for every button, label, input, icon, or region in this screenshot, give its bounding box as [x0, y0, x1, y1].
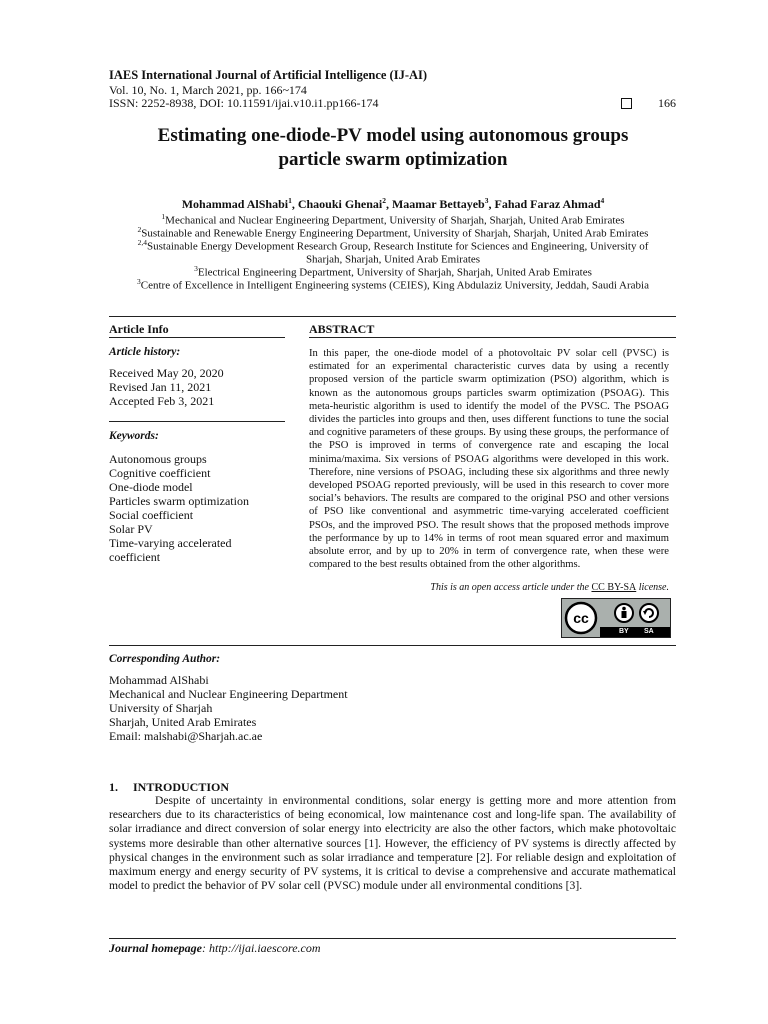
cc-by-label: BY — [619, 628, 629, 635]
keyword-item: Autonomous groups — [109, 452, 207, 466]
received-date: Received May 20, 2020 — [109, 366, 224, 380]
keyword-item: Solar PV — [109, 522, 153, 536]
corresponding-location: Sharjah, United Arab Emirates — [109, 715, 257, 729]
title-line-1: Estimating one-diode-PV model using autonomous groups — [157, 125, 629, 146]
license-link[interactable]: CC BY-SA — [591, 582, 637, 593]
title-line-2: particle swarm optimization — [278, 149, 508, 170]
corresponding-dept: Mechanical and Nuclear Engineering Department — [109, 687, 348, 701]
introduction-text: Despite of uncertainty in environmental conditions, solar energy is getting more and more attention from researchers due to its characteristics of being economical, low maintenance cost and long-life span. The availability of solar irradiance and direct conversion of solar energy into electricity are also the other factors, which make photovoltaic systems more desirable than other alternative sources [1]. However, the efficiency of PV systems is directly affected by physical changes in the environment such as solar irradiance and temperature [2]. For reliable design and exploitation of maximum energy and energy security of PV systems, it is critical to devise a comprehensive and accurate mathematical model to predict the behavior of PV solar cell (PVSC) module under all environmental conditions [3]. — [109, 794, 676, 893]
keyword-item: Time-varying accelerated — [109, 536, 232, 550]
cc-badge-bar — [600, 627, 670, 637]
author-name: Fahad Faraz Ahmad — [494, 197, 601, 211]
author-sup: 4 — [600, 196, 605, 205]
affiliation-text: Mechanical and Nuclear Engineering Department, University of Sharjah, Sharjah, United Arab Emirates — [165, 214, 625, 227]
history-label: Article history: — [109, 346, 181, 358]
affiliation-sup: 3 — [194, 264, 198, 273]
keyword-item: One-diode model — [109, 480, 193, 494]
affiliation-text: Sharjah, Sharjah, United Arab Emirates — [305, 253, 481, 266]
accepted-date: Accepted Feb 3, 2021 — [109, 394, 215, 408]
revised-date: Revised Jan 11, 2021 — [109, 380, 212, 394]
keyword-item: Social coefficient — [109, 508, 194, 522]
author-sup: 3 — [484, 196, 489, 205]
author-list: Mohammad AlShabi$^1$, Chaouki Ghenai$^2$, Maamar Bettayeb$^3$, Fahad Faraz Ahmad$^4$ — [181, 196, 605, 211]
abstract-rule — [309, 337, 676, 338]
keywords-label: Keywords: — [109, 430, 159, 442]
affiliation-sup: 2 — [137, 225, 142, 234]
affiliation-text: Sustainable and Renewable Energy Engineering Department, University of Sharjah, Sharjah, United Arab Emirates — [141, 227, 649, 240]
license-line — [309, 582, 669, 593]
history-rule — [109, 421, 285, 422]
abstract-heading: ABSTRACT — [309, 322, 375, 336]
abstract-text: In this paper, the one-diode model of a photovoltaic PV solar cell (PVSC) is estimated for an experimental characteristic curves data by using a recently proposed version of the particle swarm optimization (PSO) algorithm, which is known as the autonomous groups particles swarm optimization (PSOAG). This meta-heuristic algorithm is used to identify the model of the PVSC. The PSOAG divides the particles into groups and then, uses different functions to tune the social and cognitive parameters of these groups. By using these groups, the performance of the PSO is improved in terms of convergence rate and escaping the local minima/maxima. Six versions of PSOAG algorithms were developed in this work. Therefore, nine versions of PSOAG, including these six algorithms and three newly developed PSOAG reported previously, will be used in this research to cover more social’s behaviors. The results are compared to the original PSO and other versions of PSO like conventional and asymmetric time-varying accelerated coefficient PSOs, and the improved PSO. The result shows that the proposed methods improve the performance by up to 14% in terms of root mean squared error and maximum absolute error, and by up to 20% in term of convergence rate, when these were compared to the best results obtained from the other algorithms. — [309, 348, 669, 571]
abstract-bottom-rule — [109, 645, 676, 646]
square-bullet-icon — [621, 98, 632, 109]
affiliation-text: Electrical Engineering Department, University of Sharjah, Sharjah, United Arab Emirates — [197, 266, 592, 279]
homepage-url: : http://ijai.iaescore.com — [202, 941, 321, 955]
affiliation-text: Sustainable Energy Development Research Group, Research Institute for Sciences and Engineering, University of — [147, 240, 649, 253]
author-name: Chaouki Ghenai — [297, 197, 383, 211]
cc-sa-label: SA — [644, 628, 654, 635]
keyword-item: Cognitive coefficient — [109, 466, 211, 480]
author-name: Mohammad AlShabi — [181, 197, 289, 211]
license-text: This is an open access article under the — [430, 582, 592, 593]
corresponding-university: University of Sharjah — [109, 701, 213, 715]
affiliation-sup: 3 — [137, 277, 141, 286]
affiliation-sup: 1 — [161, 212, 166, 221]
corresponding-name: Mohammad AlShabi — [109, 673, 209, 687]
affiliation-line — [100, 275, 686, 293]
journal-volume: Vol. 10, No. 1, March 2021, pp. 166~174 — [109, 83, 307, 97]
corresponding-block — [109, 673, 348, 743]
author-name: Maamar Bettayeb — [391, 197, 485, 211]
cc-logo-text: cc — [573, 610, 589, 626]
footer-rule — [109, 938, 676, 939]
article-info-heading: Article Info — [109, 322, 169, 336]
keyword-item: coefficient — [109, 550, 161, 564]
article-info-rule — [109, 337, 285, 338]
journal-issn: ISSN: 2252-8938, DOI: 10.11591/ijai.v10.i1.pp166-174 — [109, 96, 379, 110]
author-sup: 2 — [382, 196, 386, 205]
introduction-paragraph — [109, 794, 676, 893]
journal-homepage[interactable] — [109, 941, 321, 956]
keyword-list — [109, 452, 299, 564]
corresponding-email[interactable]: Email: malshabi@Sharjah.ac.ae — [109, 729, 263, 743]
journal-name: IAES International Journal of Artificial Intelligence (IJ-AI) — [109, 68, 428, 82]
page-number: 166 — [658, 96, 676, 110]
author-sup: 1 — [288, 196, 292, 205]
section-top-rule — [109, 316, 676, 317]
corresponding-label: Corresponding Author: — [109, 653, 221, 665]
affiliation-sup: 2,4 — [137, 238, 147, 247]
homepage-label: Journal homepage — [109, 941, 203, 955]
license-text-end: license. — [636, 582, 669, 593]
introduction-heading: 1. INTRODUCTION — [109, 780, 230, 794]
cc-by-sa-badge[interactable] — [561, 598, 671, 638]
affiliation-text: Centre of Excellence in Intelligent Engineering systems (CEIES), King Abdulaziz University, Jeddah, Saudi Arabia — [140, 279, 649, 292]
paper-title — [100, 124, 686, 172]
keyword-item: Particles swarm optimization — [109, 494, 249, 508]
